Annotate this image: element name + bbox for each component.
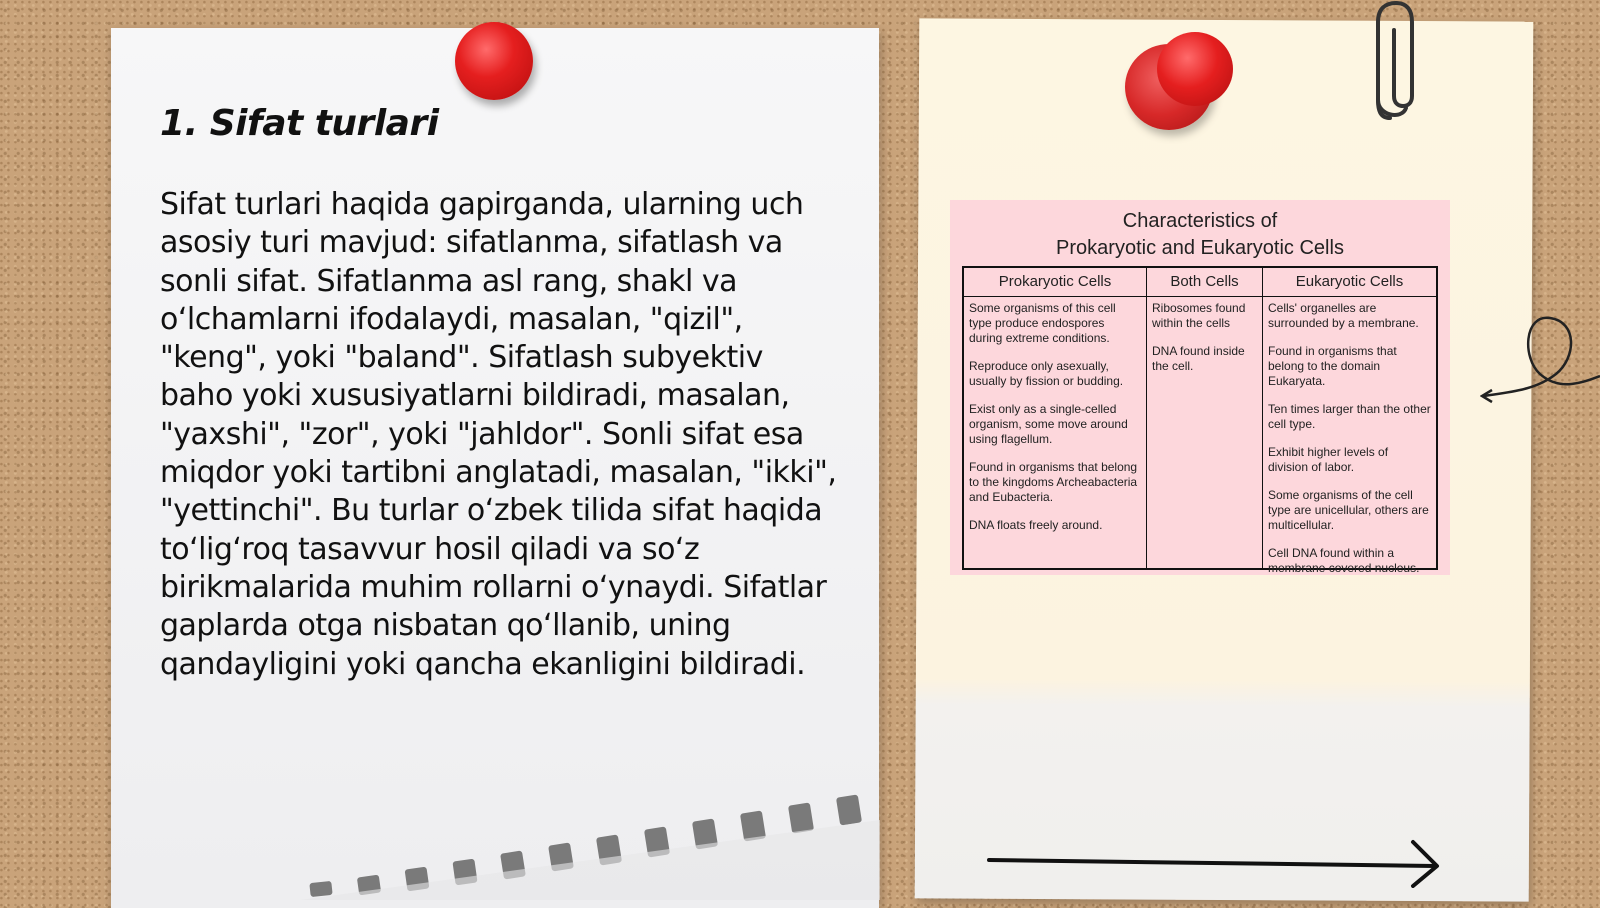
- push-pin-icon: [455, 22, 533, 100]
- torn-paper-edge: [300, 790, 880, 900]
- table-cell-item: Found in organisms that belong to the domain Eukaryata.: [1268, 344, 1397, 388]
- column-both: [1147, 268, 1263, 568]
- column-eukaryotic: [1263, 268, 1436, 575]
- string-icon: [1480, 310, 1600, 410]
- comparison-table: [962, 266, 1438, 575]
- table-cell-item: Exhibit higher levels of division of labor.: [1268, 445, 1389, 474]
- body-paragraph: Sifat turlari haqida gapirganda, ularning uch asosiy turi mavjud: sifatlanma, sifatlash va sonli sifat. Sifatlanma asl rang, shakl va o‘lchamlarni ifodalaydi, masalan, "qizil", "keng", yoki "baland". Sifatlash subyektiv baho yoki xususiyatlarni bildiradi, masalan, "yaxshi", "zor", yoki "jahldor". Sonli sifat esa miqdor yoki tartibni anglatadi, masalan, "ikki", "yettinchi". Bu turlar o‘zbek tilida sifat haqida to‘lig‘roq tasavvur hosil qiladi va so‘z birikmalarida muhim rollarni o‘ynaydi. Sifatlar gaplarda otga nisbatan qo‘llanib, uning qandayligini yoki qancha ekanligini bildiradi.: [160, 187, 837, 682]
- cell-comparison-table-card: [950, 200, 1450, 575]
- arrow-right-icon: [985, 838, 1445, 888]
- table-cell-item: Ten times larger than the other cell type.: [1268, 402, 1431, 431]
- table-title-line-2: Prokaryotic and Eukaryotic Cells: [1056, 237, 1344, 259]
- table-cell-item: Cells' organelles are surrounded by a membrane.: [1268, 301, 1419, 330]
- table-cell-item: Cell DNA found within a membrane covered nucleus.: [1268, 546, 1420, 575]
- column-header: Eukaryotic Cells: [1263, 268, 1436, 297]
- table-cell-item: DNA found inside the cell.: [1152, 344, 1245, 373]
- push-pin-icon: [1157, 32, 1233, 106]
- column-header: Prokaryotic Cells: [964, 268, 1146, 297]
- column-prokaryotic: [964, 268, 1147, 568]
- table-cell-item: Some organisms of the cell type are unicellular, others are multicellular.: [1268, 488, 1429, 532]
- table-cell-item: Exist only as a single-celled organism, some move around using flagellum.: [969, 402, 1128, 446]
- paper-clip-icon: [1372, 0, 1424, 124]
- table-cell-item: Reproduce only asexually, usually by fission or budding.: [969, 359, 1124, 388]
- table-cell-item: Some organisms of this cell type produce endospores during extreme conditions.: [969, 301, 1116, 345]
- table-title-line-1: Characteristics of: [1122, 210, 1278, 232]
- table-cell-item: Ribosomes found within the cells: [1152, 301, 1246, 330]
- table-cell-item: DNA floats freely around.: [969, 518, 1103, 532]
- column-header: Both Cells: [1147, 268, 1262, 297]
- table-cell-item: Found in organisms that belong to the kingdoms Archeabacteria and Eubacteria.: [969, 460, 1138, 504]
- section-heading: 1. Sifat turlari: [160, 103, 439, 144]
